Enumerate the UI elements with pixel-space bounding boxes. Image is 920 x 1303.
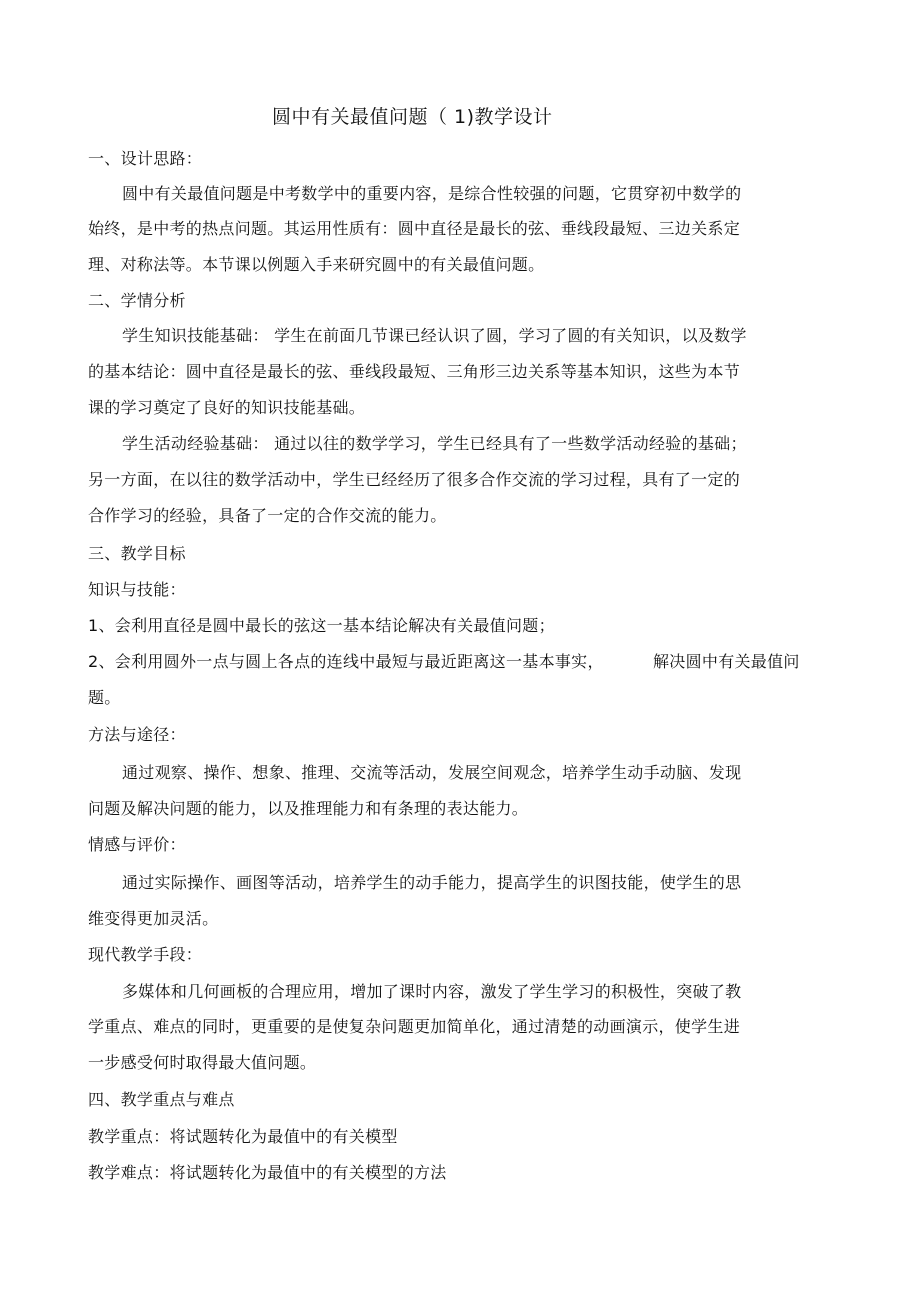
paragraph-line: 另一方面，在以往的数学活动中，学生已经经历了很多合作交流的学习过程，具有了一定的	[88, 470, 741, 489]
paragraph-line: 学生活动经验基础： 通过以往的数学学习，学生已经具有了一些数学活动经验的基础；	[122, 434, 747, 453]
document-title: 圆中有关最值问题（ 1)教学设计	[272, 106, 553, 128]
difficult-point-line: 教学难点：将试题转化为最值中的有关模型的方法	[88, 1163, 447, 1182]
subheading-methods: 方法与途径：	[88, 725, 186, 744]
paragraph-line: 问题及解决问题的能力，以及推理能力和有条理的表达能力。	[88, 799, 529, 818]
goal-item-1: 1、会利用直径是圆中最长的弦这一基本结论解决有关最值问题；	[88, 616, 555, 635]
section-heading-key-difficult: 四、教学重点与难点	[88, 1090, 235, 1109]
key-point-line: 教学重点：将试题转化为最值中的有关模型	[88, 1127, 398, 1146]
paragraph-line: 学重点、难点的同时，更重要的是使复杂问题更加简单化，通过清楚的动画演示，使学生进	[88, 1017, 741, 1036]
subheading-modern-means: 现代教学手段：	[88, 945, 203, 964]
paragraph-line: 始终，是中考的热点问题。其运用性质有：圆中直径是最长的弦、垂线段最短、三边关系定	[88, 219, 741, 238]
paragraph-line: 一步感受何时取得最大值问题。	[88, 1053, 317, 1072]
section-heading-teaching-goals: 三、教学目标	[88, 544, 186, 563]
paragraph-line: 圆中有关最值问题是中考数学中的重要内容，是综合性较强的问题，它贯穿初中数学的	[122, 184, 742, 203]
paragraph-line: 多媒体和几何画板的合理应用，增加了课时内容，激发了学生学习的积极性，突破了教	[122, 982, 742, 1001]
subheading-knowledge-skills: 知识与技能：	[88, 580, 186, 599]
paragraph-line: 通过实际操作、画图等活动，培养学生的动手能力，提高学生的识图技能，使学生的思	[122, 873, 742, 892]
section-heading-design-idea: 一、设计思路：	[88, 149, 203, 168]
paragraph-line: 通过观察、操作、想象、推理、交流等活动，发展空间观念，培养学生动手动脑、发现	[122, 763, 742, 782]
paragraph-line: 学生知识技能基础： 学生在前面几节课已经认识了圆，学习了圆的有关知识，以及数学	[122, 326, 747, 345]
paragraph-line: 理、对称法等。本节课以例题入手来研究圆中的有关最值问题。	[88, 255, 545, 274]
paragraph-line: 的基本结论：圆中直径是最长的弦、垂线段最短、三角形三边关系等基本知识，这些为本节	[88, 362, 741, 381]
subheading-emotion-evaluation: 情感与评价：	[88, 835, 186, 854]
goal-item-2-end: 题。	[88, 688, 121, 707]
paragraph-line: 维变得更加灵活。	[88, 909, 219, 928]
goal-item-2: 2、会利用圆外一点与圆上各点的连线中最短与最近距离这一基本事实，	[88, 652, 604, 671]
section-heading-student-analysis: 二、学情分析	[88, 291, 186, 310]
goal-item-2-continued: 解决圆中有关最值问	[653, 652, 800, 671]
paragraph-line: 合作学习的经验，具备了一定的合作交流的能力。	[88, 506, 447, 525]
paragraph-line: 课的学习奠定了良好的知识技能基础。	[88, 398, 366, 417]
